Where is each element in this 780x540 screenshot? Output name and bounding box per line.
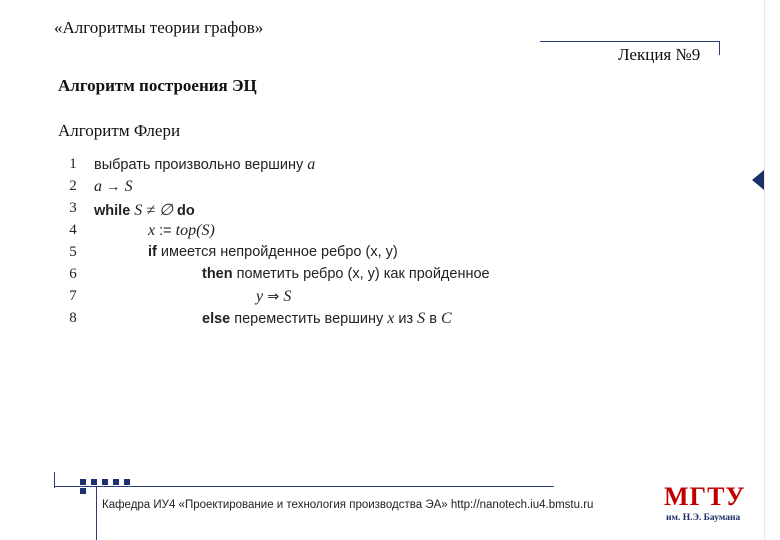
- code-var: S: [124, 178, 133, 195]
- footer-square: [102, 479, 108, 485]
- line-number: 3: [69, 200, 77, 216]
- footer-vertical-divider: [96, 486, 97, 540]
- course-title: «Алгоритмы теории графов»: [54, 18, 264, 37]
- footer-square: [80, 479, 86, 485]
- footer-square: [91, 479, 97, 485]
- university-logo-subtitle: им. Н.Э. Баумана: [666, 513, 741, 523]
- code-keyword: else: [202, 311, 231, 327]
- section-title: Алгоритм построения ЭЦ: [58, 76, 257, 95]
- right-edge-rule: [764, 0, 765, 540]
- footer-department: Кафедра ИУ4 «Проектирование и технология производства ЭА» http://nanotech.iu4.bmstu.ru: [102, 499, 594, 511]
- line-number: 6: [69, 266, 77, 282]
- right-edge-marker: [752, 170, 764, 190]
- code-text: пометить ребро (x, y) как пройденное: [232, 266, 490, 282]
- line-number: 7: [69, 288, 77, 304]
- line-number: 2: [69, 178, 77, 194]
- code-func: top: [175, 222, 197, 239]
- code-keyword: do: [176, 203, 195, 219]
- line-number: 8: [69, 310, 77, 326]
- header-divider-tick: [719, 41, 720, 55]
- code-op: :=: [155, 223, 176, 239]
- code-var: x: [387, 310, 395, 327]
- code-keyword: if: [148, 244, 157, 260]
- code-var: x: [148, 222, 156, 239]
- footer-divider: [54, 486, 554, 487]
- code-op: →: [102, 179, 125, 195]
- line-number: 5: [69, 244, 77, 260]
- university-logo: МГТУ: [664, 482, 746, 511]
- code-text: выбрать произвольно вершину: [94, 157, 308, 173]
- lecture-number: Лекция №9: [618, 45, 701, 64]
- code-expr: S ≠ ∅: [130, 202, 177, 219]
- code-var: S: [283, 288, 292, 305]
- code-text: в: [425, 311, 441, 327]
- code-keyword: while: [94, 203, 131, 219]
- code-var: S: [417, 310, 426, 327]
- code-op: ⇒: [263, 289, 284, 305]
- code-keyword: then: [202, 266, 233, 282]
- code-var: a: [94, 178, 102, 195]
- footer-square: [80, 488, 86, 494]
- code-text: из: [394, 311, 418, 327]
- code-text: переместить вершину: [230, 311, 388, 327]
- code-var: C: [440, 310, 452, 327]
- code-var: y: [256, 288, 264, 305]
- algorithm-name: Алгоритм Флери: [58, 121, 181, 140]
- line-number: 4: [69, 222, 77, 238]
- code-text: имеется непройденное ребро (x, y): [156, 244, 398, 260]
- footer-square: [124, 479, 130, 485]
- header-divider: [540, 41, 720, 42]
- line-number: 1: [69, 156, 77, 172]
- pseudocode-block: [66, 156, 586, 336]
- code-var: a: [307, 156, 316, 173]
- code-var: (S): [196, 222, 215, 239]
- footer-square: [113, 479, 119, 485]
